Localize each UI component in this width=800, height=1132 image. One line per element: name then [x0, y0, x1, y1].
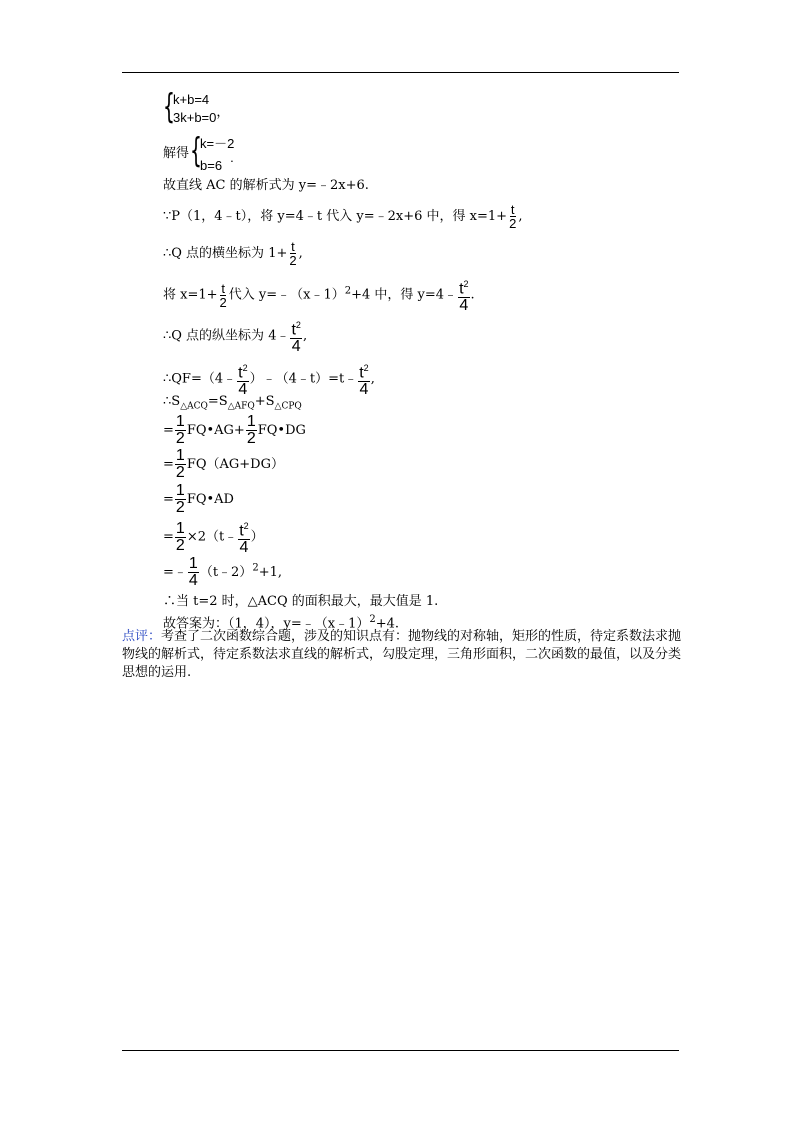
system-2-eq2: b=6. — [200, 150, 234, 173]
line-area-step-2: = $\frac{1}{2}$ FQ（AG+DG） — [163, 447, 284, 481]
line-area-step-4: = $\frac{1}{2}$ ×2（t﹣ $\frac{t^2}{4}$ ） — [163, 519, 264, 557]
line-max-area: ∴当 t=2 时，△ACQ 的面积最大，最大值是 1. — [163, 594, 439, 609]
line-q-y-coordinate: ∴Q 点的纵坐标为 4﹣ $\frac{t^2}{4}$ , — [163, 317, 307, 355]
comment-block — [122, 628, 692, 682]
left-brace: { — [163, 87, 175, 127]
system-1-eq2: 3k+b=0， — [173, 104, 230, 125]
line-area-step-3: = $\frac{1}{2}$ FQ•AD — [163, 482, 234, 516]
system-2-prefix: 解得 — [163, 146, 190, 161]
line-ac-expression: 故直线 AC 的解析式为 y=﹣2x+6. — [163, 178, 369, 193]
line-area-step-5: =﹣ $\frac{1}{4}$ （t﹣2）$^2$+1, — [163, 555, 282, 589]
line-area-step-1: = $\frac{1}{2}$ FQ•AG+ $\frac{1}{2}$ FQ•DG — [163, 413, 306, 447]
line-q-x-coordinate: ∴Q 点的横坐标为 1+ $\frac{t}{2}$ , — [163, 239, 303, 268]
comment-tag: 点评： — [122, 629, 162, 644]
left-brace: { — [190, 131, 202, 171]
comment-text: 考查了二次函数综合题，涉及的知识点有：抛物线的对称轴，矩形的性质，待定系数法求抛物线的解析式，待定系数法求直线的解析式，勾股定理，三角形面积，二次函数的最值，以及分类思想的运用. — [122, 629, 682, 680]
line-substitute-x: 将 x=1+ $\frac{t}{2}$ 代入 y=﹣（x﹣1）$^2$+4 中，得 y=4﹣ $\frac{t^2}{4}$ . — [163, 276, 475, 314]
line-qf-length: ∴QF=（4﹣ $\frac{t^2}{4}$ ）﹣（4﹣t）=t﹣ $\frac{t^2}{4}$ , — [163, 360, 375, 398]
line-final-answer: 故答案为：（1，4），y=﹣（x﹣1）$^2$+4. — [163, 614, 400, 632]
system-1-eq1: k+b=4 — [173, 92, 210, 107]
line-p-substitution: ∵P（1，4﹣t），将 y=4﹣t 代入 y=﹣2x+6 中，得 x=1+ $\frac{t}{2}$ , — [163, 202, 523, 231]
footer-rule — [122, 1050, 679, 1051]
header-rule — [122, 72, 679, 73]
system-2-eq1: k=－2 — [200, 136, 235, 151]
line-area-sum: $\therefore S_{\triangle ACQ}=S_{\triangle AFQ}+S_{\triangle CPQ}$ — [163, 394, 302, 412]
